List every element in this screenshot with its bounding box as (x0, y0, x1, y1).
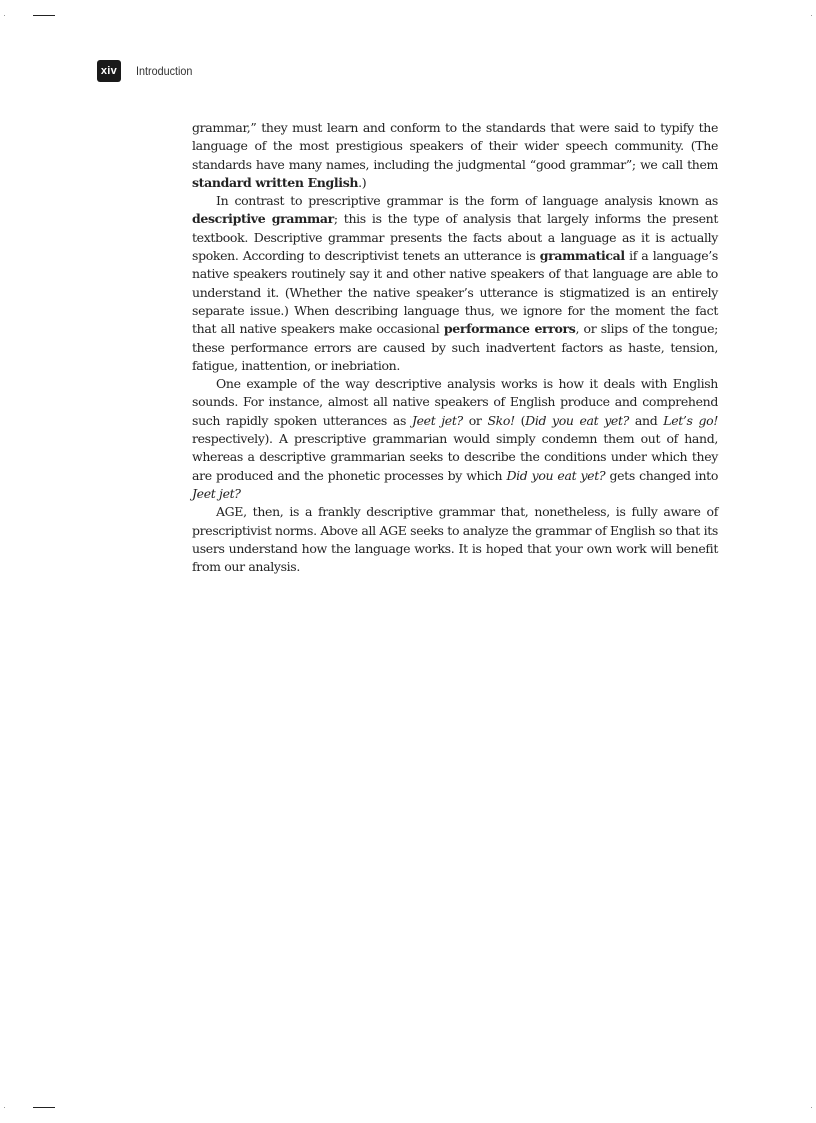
registration-dot (4, 15, 5, 16)
crop-mark-bottom-left (33, 1107, 55, 1108)
registration-dot (4, 1107, 5, 1108)
text-run: AGE, then, is a frankly descriptive grammar that, nonetheless, is fully aware of prescriptivist norms. Above all AGE seeks to analyze the grammar of English so that its users understand how the language works. It is hoped that your own work will benefit from our analysis. (192, 504, 718, 575)
text-run: .) (358, 174, 367, 190)
paragraph (192, 375, 718, 503)
text-run: or (462, 412, 488, 428)
text-run: ( (514, 412, 526, 428)
italic-example: Let’s go! (663, 412, 719, 428)
paragraph (192, 503, 718, 576)
bold-term: descriptive grammar (192, 211, 334, 227)
registration-dot (811, 1107, 812, 1108)
italic-example: Jeet jet? (192, 485, 241, 501)
italic-example: Did you eat yet? (506, 467, 606, 483)
bold-term: grammatical (539, 248, 625, 264)
section-title: Introduction (136, 64, 193, 78)
registration-dot (811, 15, 812, 16)
text-run: gets changed into (605, 467, 718, 483)
text-run: if a language’s native speakers routinely say it and other native speakers of that language are able to understand it. (Whether the native speaker’s utterance is stigmatized is an entirely separate issue.) When describing language thus, we ignore for the moment the fact that all native speakers make occasional (192, 248, 718, 337)
crop-mark-top-left (33, 15, 55, 16)
running-head (97, 60, 199, 82)
italic-example: Sko! (487, 412, 515, 428)
text-run: One example of the way descriptive analysis works is how it deals with English sounds. For instance, almost all native speakers of English produce and comprehend such rapidly spoken utterances as (192, 376, 718, 428)
italic-example: Did you eat yet? (525, 412, 630, 428)
paragraph (192, 119, 718, 192)
paragraph (192, 192, 718, 375)
bold-term: standard written English (192, 174, 359, 190)
text-run: grammar,” they must learn and conform to the standards that were said to typify the language of the most prestigious speakers of their wider speech community. (The standards have many names, including the judgmental “good grammar”; we call them (192, 120, 718, 172)
text-run: respectively). A prescriptive grammarian would simply condemn them out of hand, whereas a descriptive grammarian seeks to describe the conditions under which they are produced and the phonetic processes by which (192, 431, 718, 483)
bold-term: performance errors (443, 321, 576, 337)
text-run: In contrast to prescriptive grammar is the form of language analysis known as (216, 193, 718, 209)
text-run: and (629, 412, 664, 428)
italic-example: Jeet jet? (411, 412, 463, 428)
page-number-badge: xiv (97, 60, 121, 82)
body-text (192, 119, 718, 576)
text-run: ; this is the type of analysis that largely informs the present textbook. Descriptive grammar presents the facts about a language as it is actually spoken. According to descriptivist tenets an utterance is (192, 211, 718, 264)
text-run: , or slips of the tongue; these performance errors are caused by such inadvertent factors as haste, tension, fatigue, inattention, or inebriation. (192, 321, 718, 373)
